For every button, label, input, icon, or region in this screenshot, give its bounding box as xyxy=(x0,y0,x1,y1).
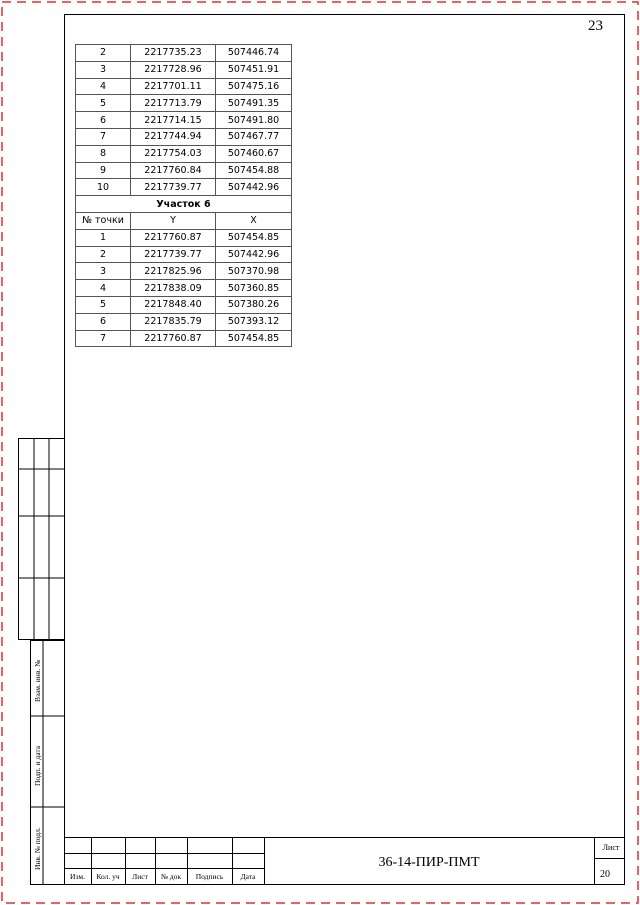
y-coordinate-cell: 2217760.87 xyxy=(131,330,216,347)
table-row xyxy=(76,145,292,162)
y-coordinate-cell: 2217739.77 xyxy=(131,246,216,263)
x-coordinate-cell: 507442.96 xyxy=(216,179,292,196)
x-coordinate-cell: 507380.26 xyxy=(216,296,292,313)
point-number-cell: 5 xyxy=(76,95,131,112)
y-coordinate-cell: 2217739.77 xyxy=(131,179,216,196)
point-number-cell: 7 xyxy=(76,330,131,347)
y-coordinate-cell: 2217760.87 xyxy=(131,229,216,246)
y-coordinate-cell: 2217744.94 xyxy=(131,128,216,145)
y-coordinate-cell: 2217838.09 xyxy=(131,280,216,297)
x-coordinate-cell: 507446.74 xyxy=(216,45,292,62)
x-coordinate-cell: 507370.98 xyxy=(216,263,292,280)
y-coordinate-cell: 2217825.96 xyxy=(131,263,216,280)
point-number-cell: 3 xyxy=(76,263,131,280)
y-coordinate-cell: 2217713.79 xyxy=(131,95,216,112)
x-coordinate-cell: 507460.67 xyxy=(216,145,292,162)
podp-data-label: Подп. и дата xyxy=(33,745,42,786)
section-title: Участок 6 xyxy=(76,196,292,213)
y-coordinate-cell: 2217735.23 xyxy=(131,45,216,62)
point-number-cell: 7 xyxy=(76,128,131,145)
stamp-col-doc: № док xyxy=(160,872,182,881)
table-row xyxy=(76,95,292,112)
document-code: 36-14-ПИР-ПМТ xyxy=(378,855,480,870)
x-coordinate-cell: 507467.77 xyxy=(216,128,292,145)
x-coordinate-cell: 507454.85 xyxy=(216,229,292,246)
point-number-cell: 2 xyxy=(76,45,131,62)
table-row xyxy=(76,179,292,196)
table-row xyxy=(76,246,292,263)
y-coordinate-cell: 2217701.11 xyxy=(131,78,216,95)
x-coordinate-cell: 507491.35 xyxy=(216,95,292,112)
x-coordinate-cell: 507491.80 xyxy=(216,112,292,129)
title-block xyxy=(64,837,625,885)
y-coordinate-cell: 2217835.79 xyxy=(131,313,216,330)
table-row xyxy=(76,128,292,145)
point-number-cell: 8 xyxy=(76,145,131,162)
vzam-inv-label: Взам. инв. № xyxy=(33,659,42,702)
table-row xyxy=(76,78,292,95)
table-row xyxy=(76,229,292,246)
stamp-col-kol: Кол. уч xyxy=(96,872,120,881)
sheet-label: Лист xyxy=(602,843,620,852)
x-coordinate-cell: 507393.12 xyxy=(216,313,292,330)
inv-podl-label: Инв. № подл. xyxy=(33,827,42,870)
x-coordinate-cell: 507360.85 xyxy=(216,280,292,297)
y-coordinate-cell: 2217848.40 xyxy=(131,296,216,313)
y-coordinate-cell: 2217754.03 xyxy=(131,145,216,162)
page-number: 23 xyxy=(588,18,603,34)
x-coordinate-cell: 507475.16 xyxy=(216,78,292,95)
coordinates-table xyxy=(75,44,292,347)
stamp-col-izm: Изм. xyxy=(70,872,85,881)
table-row xyxy=(76,61,292,78)
point-number-cell: 9 xyxy=(76,162,131,179)
point-number-cell: 2 xyxy=(76,246,131,263)
table-row xyxy=(76,162,292,179)
table-row xyxy=(76,263,292,280)
x-coordinate-cell: 507454.85 xyxy=(216,330,292,347)
x-coordinate-cell: 507454.88 xyxy=(216,162,292,179)
section-title-row xyxy=(76,196,292,213)
stamp-col-date: Дата xyxy=(240,872,256,881)
side-grid-lines xyxy=(18,438,65,640)
table-row xyxy=(76,330,292,347)
table-row xyxy=(76,313,292,330)
table-row xyxy=(76,280,292,297)
y-coordinate-cell: Y xyxy=(131,212,216,229)
stamp-col-list: Лист xyxy=(132,872,148,881)
point-number-cell: 6 xyxy=(76,112,131,129)
stamp-col-sign: Подпись xyxy=(195,872,224,881)
point-number-cell: 4 xyxy=(76,78,131,95)
y-coordinate-cell: 2217760.84 xyxy=(131,162,216,179)
table-row xyxy=(76,296,292,313)
point-number-cell: 6 xyxy=(76,313,131,330)
x-coordinate-cell: 507451.91 xyxy=(216,61,292,78)
table-header-row xyxy=(76,212,292,229)
table-row xyxy=(76,45,292,62)
x-coordinate-cell: X xyxy=(216,212,292,229)
point-number-cell: 4 xyxy=(76,280,131,297)
y-coordinate-cell: 2217714.15 xyxy=(131,112,216,129)
table-row xyxy=(76,112,292,129)
point-number-cell: 5 xyxy=(76,296,131,313)
point-number-cell: 1 xyxy=(76,229,131,246)
point-number-cell: 10 xyxy=(76,179,131,196)
point-number-cell: № точки xyxy=(76,212,131,229)
point-number-cell: 3 xyxy=(76,61,131,78)
y-coordinate-cell: 2217728.96 xyxy=(131,61,216,78)
x-coordinate-cell: 507442.96 xyxy=(216,246,292,263)
sheet-number: 20 xyxy=(600,869,610,880)
